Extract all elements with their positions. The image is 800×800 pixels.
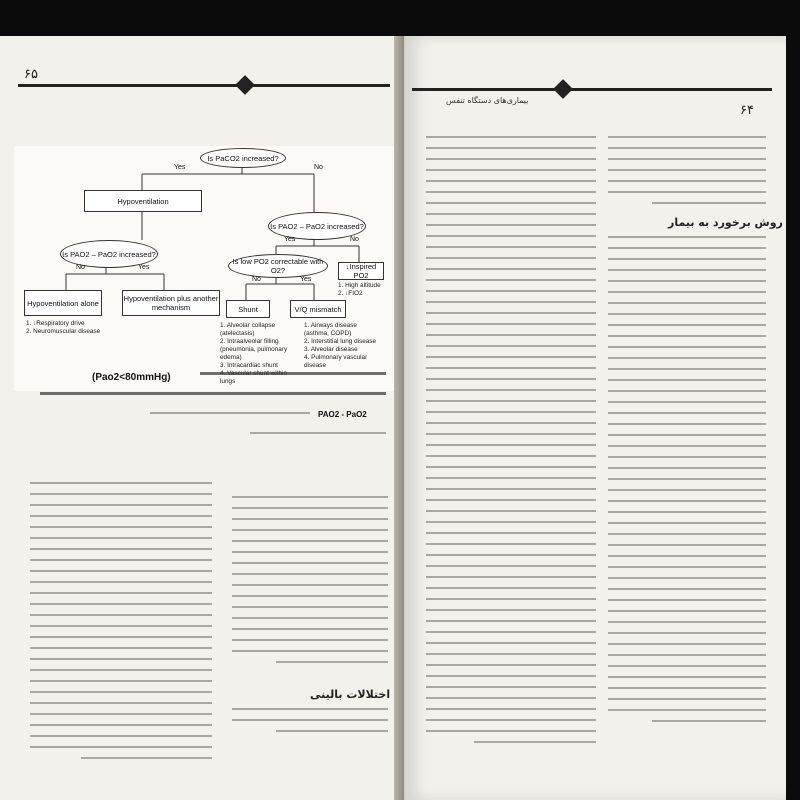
- left-body-column-b2: [232, 708, 388, 741]
- caption-formula: (Pao2<80mmHg): [92, 372, 171, 383]
- right-page-number: ۶۴: [740, 102, 754, 117]
- right-header-rule: [412, 88, 772, 91]
- no-label: No: [76, 264, 85, 271]
- figure-caption-line-2: [40, 392, 386, 404]
- left-body-column-a: [30, 482, 212, 768]
- q-gradient-right: Is PAO2 – PaO2 increased?: [268, 212, 366, 240]
- left-page: [0, 36, 404, 800]
- vq-causes: 1. Airways disease (asthma, COPD) 2. Interstitial lung disease 3. Alveolar disease 4. Pulmonary vascular disease: [304, 322, 377, 369]
- left-page-number: ۶۵: [24, 66, 38, 81]
- inspired-po2-box: ↓Inspired PO2: [338, 262, 384, 280]
- no-label: No: [252, 276, 261, 283]
- left-section-heading: اختلالات بالینی: [310, 688, 391, 701]
- hypoventilation-plus-box: Hypoventilation plus another mechanism: [122, 290, 220, 316]
- right-body-column-a: [426, 136, 596, 752]
- hypoxemia-flowchart: [14, 146, 394, 391]
- right-running-title: بیماری‌های دستگاه تنفس: [446, 96, 529, 105]
- no-label: No: [350, 236, 359, 243]
- figure-caption-line-3: [150, 412, 310, 423]
- caption-gradient-ref: PAO2 - PaO2: [318, 410, 367, 419]
- yes-label: Yes: [174, 164, 186, 171]
- inspired-causes: 1. High altitude 2. ↓FIO2: [338, 282, 381, 297]
- right-body-column-b2: [608, 236, 766, 731]
- figure-caption-line-4: [250, 432, 386, 443]
- left-body-column-b: [232, 496, 388, 672]
- right-section-heading: روش برخورد به بیمار: [668, 216, 783, 229]
- shunt-box: Shunt: [226, 300, 270, 318]
- hypoventilation-box: Hypoventilation: [84, 190, 202, 212]
- q-paco2-increased: Is PaCO2 increased?: [200, 148, 286, 168]
- q-gradient-left: Is PAO2 – PaO2 increased?: [60, 240, 158, 268]
- figure-caption-line: [200, 372, 386, 384]
- right-header-ornament: [553, 79, 573, 99]
- q-low-po2-correctable: Is low PO2 correctable with O2?: [228, 254, 328, 278]
- yes-label: Yes: [138, 264, 150, 271]
- hypoventilation-alone-causes: 1. ↓Respiratory drive 2. Neuromuscular disease: [26, 320, 101, 335]
- yes-label: Yes: [284, 236, 296, 243]
- left-header-rule: [18, 84, 390, 87]
- no-label: No: [314, 164, 323, 171]
- left-header-ornament: [235, 75, 255, 95]
- right-page: [404, 36, 786, 800]
- hypoventilation-alone-box: Hypoventilation alone: [24, 290, 102, 316]
- yes-label: Yes: [300, 276, 312, 283]
- vq-mismatch-box: V/Q mismatch: [290, 300, 346, 318]
- right-body-column-b1: [608, 136, 766, 213]
- shunt-causes: 1. Alveolar collapse (atelectasis) 2. Intraalveolar filling (pneumonia, pulmonary edema) 3. Intracardiac shunt lungs: [220, 322, 288, 385]
